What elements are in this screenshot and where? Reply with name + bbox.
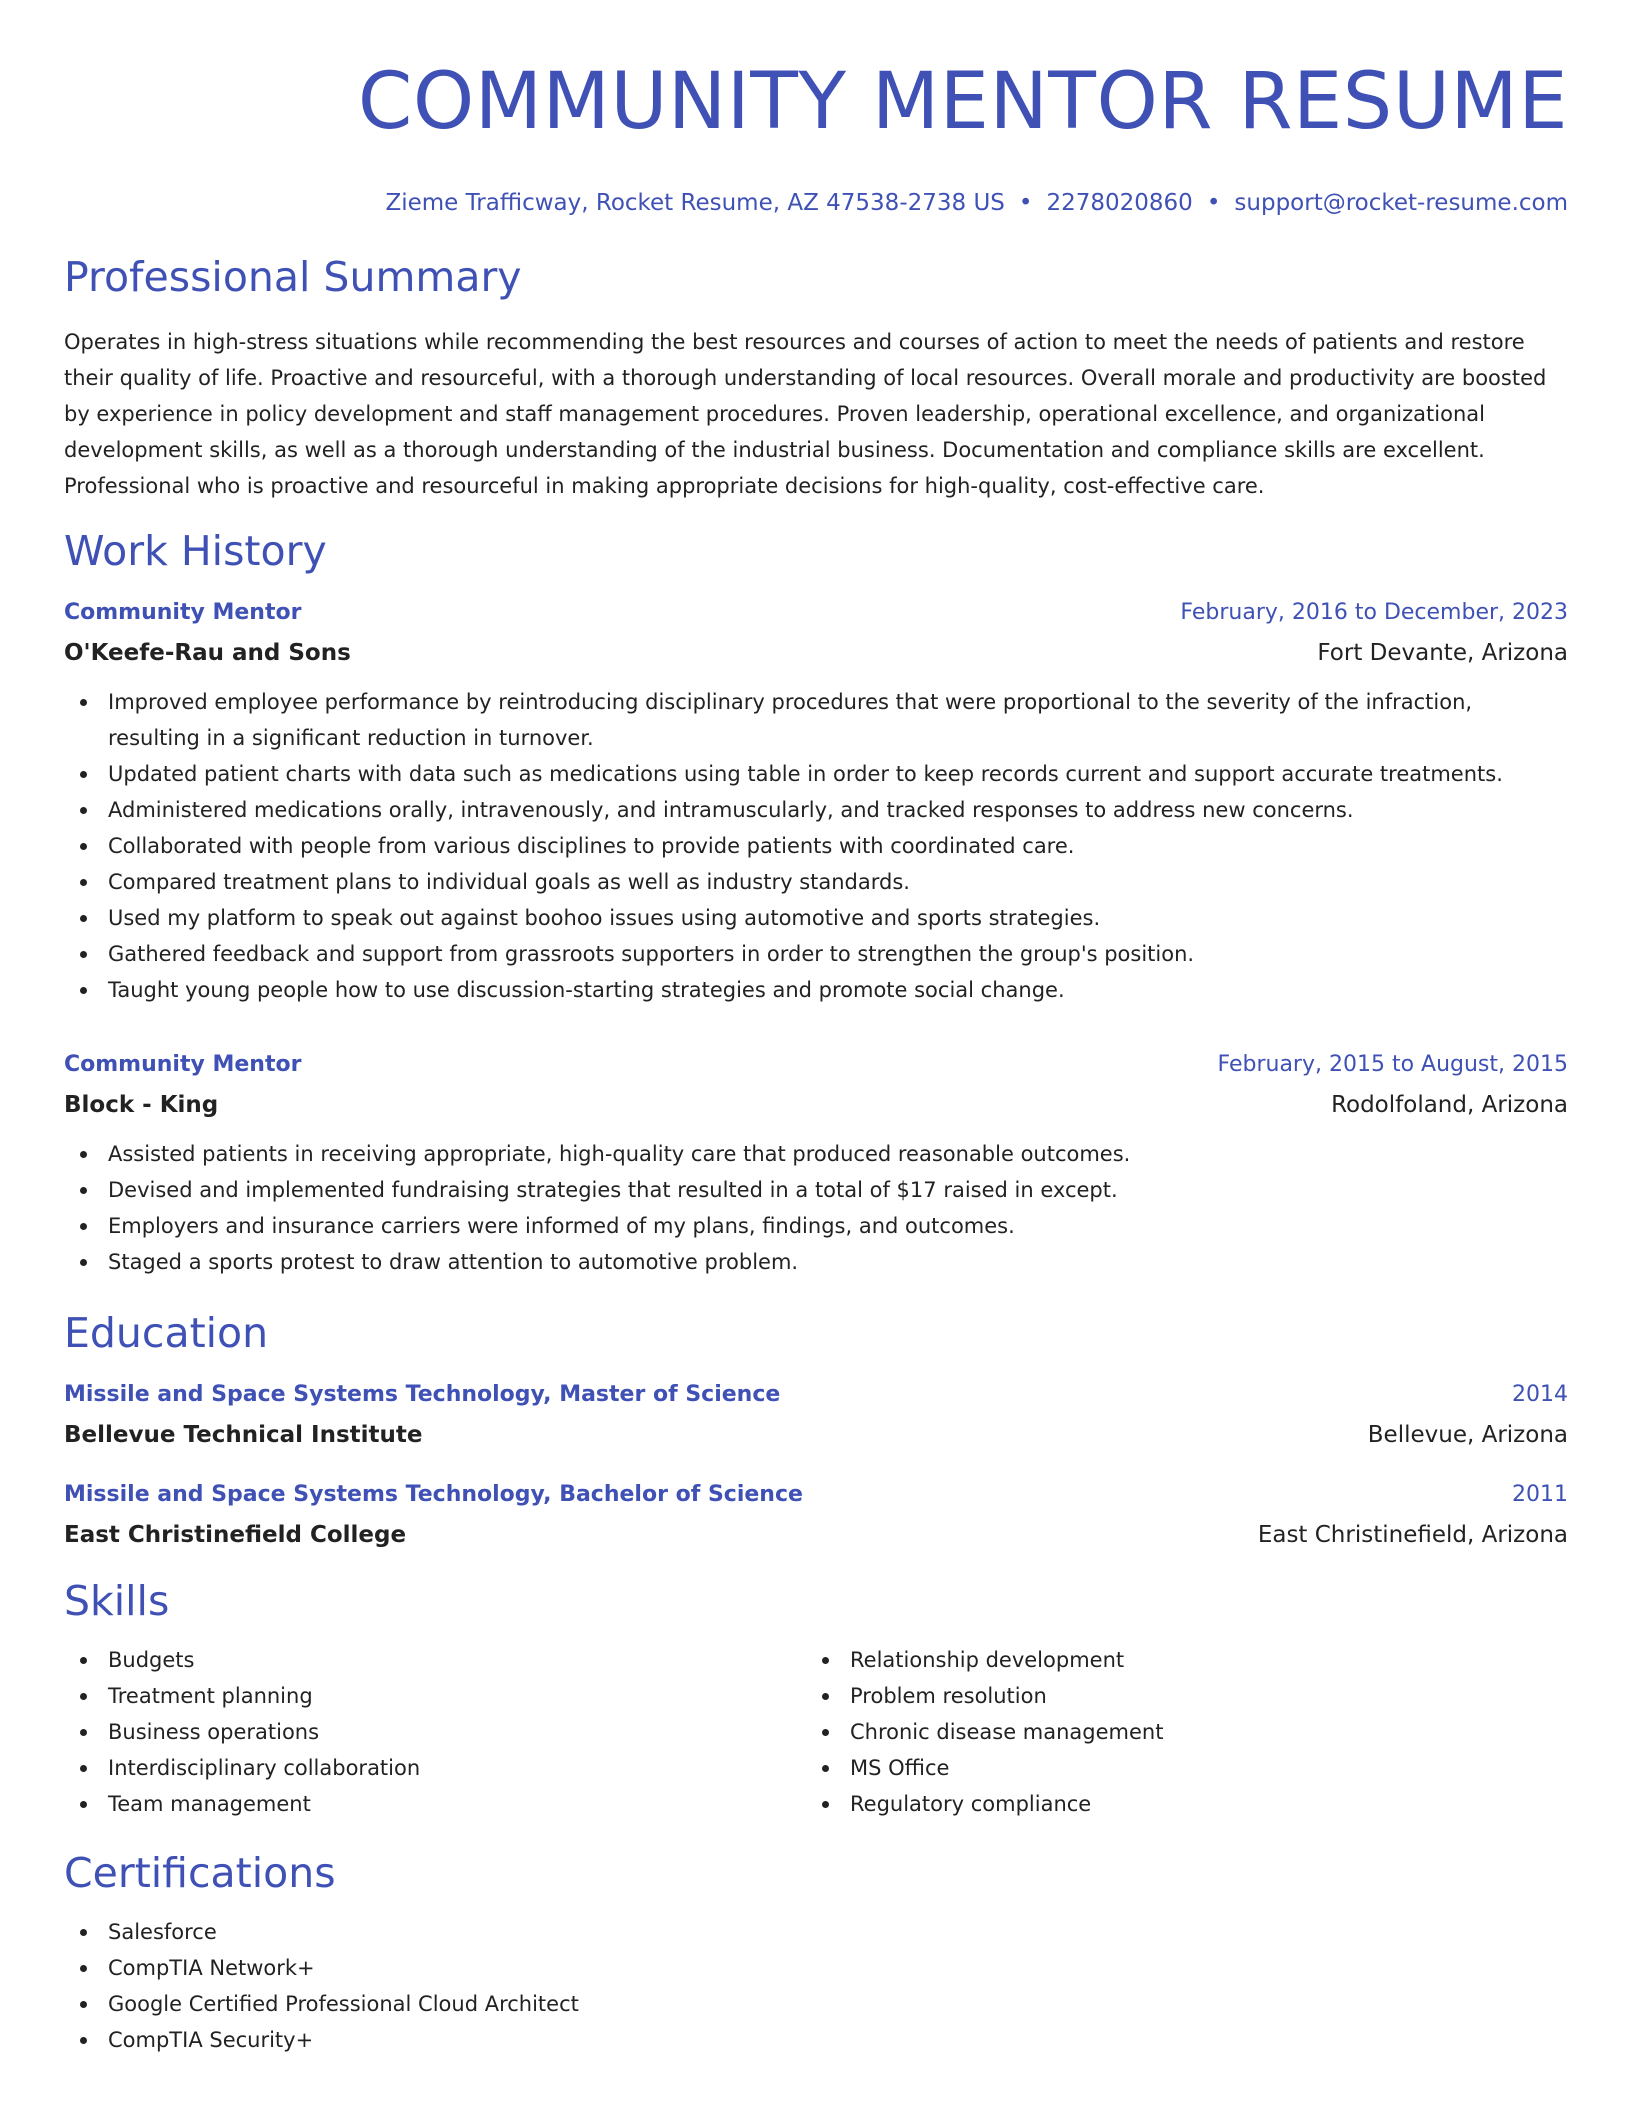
list-item: Compared treatment plans to individual goals as well as industry standards.: [64, 864, 1568, 900]
list-item: Interdisciplinary collaboration: [64, 1750, 806, 1786]
list-item: Business operations: [64, 1714, 806, 1750]
job-entry: [64, 1050, 1568, 1280]
list-item: Regulatory compliance: [806, 1786, 1548, 1822]
job-location: Rodolfoland, Arizona: [1331, 1092, 1568, 1118]
education-entry: [64, 1380, 1568, 1450]
skills-grid: [64, 1642, 1568, 1822]
resume-header: [64, 56, 1568, 218]
list-item: Treatment planning: [64, 1678, 806, 1714]
list-item: Gathered feedback and support from grassroots supporters in order to strengthen the group's position.: [64, 936, 1568, 972]
list-item: Relationship development: [806, 1642, 1548, 1678]
education-year: 2014: [1512, 1382, 1568, 1407]
education-location: Bellevue, Arizona: [1367, 1422, 1568, 1448]
job-role: Community Mentor: [64, 1052, 302, 1077]
contact-address: Zieme Trafficway, Rocket Resume, AZ 47538-2738 US: [385, 190, 1005, 216]
skills-column-right: [806, 1642, 1548, 1822]
summary-text: Operates in high-stress situations while recommending the best resources and courses of action to meet the needs of patients and restore their quality of life. Proactive and resourceful, with a thorough understanding of local resources. Overall morale and productivity are boosted by experience in policy development and staff management procedures. Proven leadership, operational excellence, and organizational development skills, as well as a thorough understanding of the industrial business. Documentation and compliance skills are excellent. Professional who is proactive and resourceful in making appropriate decisions for high-quality, cost-effective care.: [64, 330, 1547, 498]
section-title-certifications: Certifications: [64, 1849, 336, 1897]
contact-email: support@rocket-resume.com: [1234, 190, 1568, 216]
list-item: Problem resolution: [806, 1678, 1548, 1714]
contact-phone: 2278020860: [1046, 190, 1193, 216]
job-location: Fort Devante, Arizona: [1317, 640, 1568, 666]
education-school: East Christinefield College: [64, 1522, 407, 1548]
list-item: CompTIA Security+: [64, 2022, 1568, 2058]
job-dates: February, 2016 to December, 2023: [1180, 600, 1568, 625]
education-entry: [64, 1480, 1568, 1550]
work-history-section: [64, 526, 1568, 1280]
job-entry: [64, 598, 1568, 1008]
job-bullets: [64, 684, 1568, 1008]
list-item: CompTIA Network+: [64, 1950, 1568, 1986]
list-item: Budgets: [64, 1642, 806, 1678]
skills-section: [64, 1576, 1568, 1822]
professional-summary-section: [64, 252, 1568, 504]
list-item: Taught young people how to use discussion-starting strategies and promote social change.: [64, 972, 1568, 1008]
list-item: Salesforce: [64, 1914, 1568, 1950]
certifications-section: [64, 1848, 1568, 2058]
job-company: Block - King: [64, 1092, 219, 1118]
education-degree: Missile and Space Systems Technology, Master of Science: [64, 1382, 781, 1407]
list-item: Team management: [64, 1786, 806, 1822]
list-item: Updated patient charts with data such as medications using table in order to keep records current and support accurate treatments.: [64, 756, 1568, 792]
section-title-skills: Skills: [64, 1577, 170, 1625]
resume-title: COMMUNITY MENTOR RESUME: [357, 57, 1568, 147]
list-item: Improved employee performance by reintroducing disciplinary procedures that were proportional to the severity of the infraction, resulting in a significant reduction in turnover.: [64, 684, 1568, 756]
list-item: Used my platform to speak out against boohoo issues using automotive and sports strategies.: [64, 900, 1568, 936]
education-school: Bellevue Technical Institute: [64, 1422, 423, 1448]
contact-separator: •: [1206, 190, 1221, 216]
list-item: MS Office: [806, 1750, 1548, 1786]
job-dates: February, 2015 to August, 2015: [1217, 1052, 1568, 1077]
education-location: East Christinefield, Arizona: [1257, 1522, 1568, 1548]
contact-separator: •: [1018, 190, 1033, 216]
list-item: Assisted patients in receiving appropriate, high-quality care that produced reasonable outcomes.: [64, 1136, 1568, 1172]
section-title-work: Work History: [64, 527, 327, 575]
job-bullets: [64, 1136, 1568, 1280]
job-company: O'Keefe-Rau and Sons: [64, 640, 351, 666]
list-item: Google Certified Professional Cloud Architect: [64, 1986, 1568, 2022]
skills-column-left: [64, 1642, 806, 1822]
list-item: Devised and implemented fundraising strategies that resulted in a total of $17 raised in except.: [64, 1172, 1568, 1208]
list-item: Chronic disease management: [806, 1714, 1548, 1750]
list-item: Employers and insurance carriers were informed of my plans, findings, and outcomes.: [64, 1208, 1568, 1244]
contact-line: [64, 188, 1568, 218]
section-title-education: Education: [64, 1309, 269, 1357]
certifications-list: [64, 1914, 1568, 2058]
education-degree: Missile and Space Systems Technology, Bachelor of Science: [64, 1482, 803, 1507]
list-item: Administered medications orally, intravenously, and intramuscularly, and tracked responses to address new concerns.: [64, 792, 1568, 828]
job-role: Community Mentor: [64, 600, 302, 625]
section-title-summary: Professional Summary: [64, 253, 522, 301]
list-item: Collaborated with people from various disciplines to provide patients with coordinated care.: [64, 828, 1568, 864]
education-year: 2011: [1512, 1482, 1568, 1507]
list-item: Staged a sports protest to draw attention to automotive problem.: [64, 1244, 1568, 1280]
education-section: [64, 1308, 1568, 1550]
